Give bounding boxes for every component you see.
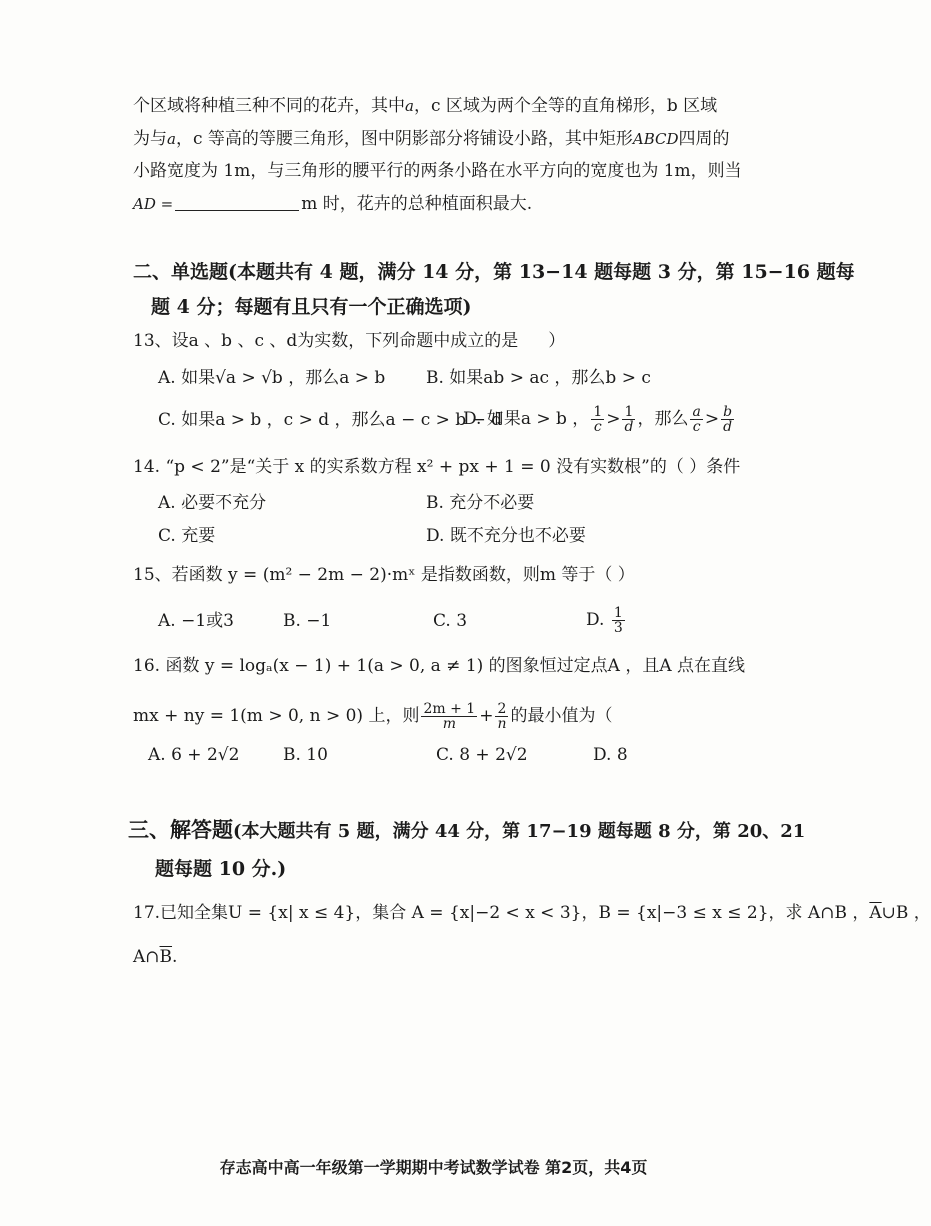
q16-stem-line2: mx + ny = 1(m > 0, n > 0) 上，则 $\frac{2m + 1}{m}$ + $\frac{2}{n}$ 的最小值为（ bbox=[133, 701, 613, 732]
q17-stem-line2: $A\cap\overline{B}$. bbox=[133, 947, 178, 967]
q14-option-a: A. 必要不充分 bbox=[158, 493, 267, 513]
q13-option-b: B. 如果ab > ac ，那么b > c bbox=[426, 368, 651, 388]
q13-option-c: C. 如果a > b ，c > d ，那么a − c > b − d bbox=[158, 410, 503, 430]
section2-heading: 二、单选题(本题共有 4 题，满分 14 分，第 13−14 题每题 3 分，第 15−16 题每 bbox=[133, 261, 855, 283]
q12-text-line2: 为与a，c 等高的等腰三角形，图中阴影部分将铺设小路，其中矩形ABCD四周的 bbox=[133, 129, 730, 149]
q15-option-c: C. 3 bbox=[433, 611, 468, 631]
q16-option-c: C. 8 + 2√2 bbox=[436, 745, 528, 765]
q14-option-c: C. 充要 bbox=[158, 526, 216, 546]
q15-option-a: A. −1或3 bbox=[158, 611, 234, 631]
q14-stem: 14. “p < 2”是“关于 x 的实系数方程 x² + px + 1 = 0 没有实数根”的（ ）条件 bbox=[133, 457, 741, 477]
q12-text-line4: AD = m 时，花卉的总种植面积最大. bbox=[133, 194, 533, 214]
section3-heading-line2: 题每题 10 分.) bbox=[155, 858, 287, 880]
q13-option-a: A. 如果√a > √b ，那么a > b bbox=[158, 368, 386, 388]
q12-text-line3: 小路宽度为 1m，与三角形的腰平行的两条小路在水平方向的宽度也为 1m，则当 bbox=[133, 161, 742, 181]
q17-stem: 17.已知全集U = {x| x ≤ 4}，集合 A = {x|−2 < x < 3}，B = {x|−3 ≤ x ≤ 2}，求 A∩B ，$\overline{A}\cup B$ ， bbox=[133, 903, 931, 923]
q16-option-d: D. 8 bbox=[593, 745, 628, 765]
section2-heading-line2: 题 4 分；每题有且只有一个正确选项) bbox=[151, 296, 472, 318]
q16-option-a: A. 6 + 2√2 bbox=[148, 745, 240, 765]
q15-option-d: D. $\frac{1}{3}$ bbox=[586, 605, 623, 636]
q14-option-d: D. 既不充分也不必要 bbox=[426, 526, 586, 546]
section3-heading: 三、解答题(本大题共有 5 题，满分 44 分，第 17−19 题每题 8 分，第 20、21 bbox=[128, 817, 806, 842]
q13-option-d: D. 如果a > b ， $\frac{1}{c}$ > $\frac{1}{d}$ ，那么 $\frac{a}{c}$ > $\frac{b}{d}$ bbox=[463, 404, 733, 435]
q13-stem: 13、设a 、b 、c 、d为实数，下列命题中成立的是 ） bbox=[133, 331, 566, 351]
q16-option-b: B. 10 bbox=[283, 745, 328, 765]
q15-option-b: B. −1 bbox=[283, 611, 332, 631]
q16-stem: 16. 函数 y = logₐ(x − 1) + 1(a > 0, a ≠ 1) 的图象恒过定点A ，且A 点在直线 bbox=[133, 656, 746, 676]
q14-option-b: B. 充分不必要 bbox=[426, 493, 535, 513]
q15-stem: 15、若函数 y = (m² − 2m − 2)·mˣ 是指数函数，则m 等于（ ） bbox=[133, 565, 635, 585]
q12-text-line1: 个区域将种植三种不同的花卉，其中a，c 区域为两个全等的直角梯形，b 区域 bbox=[133, 96, 718, 116]
answer-blank bbox=[175, 192, 299, 211]
page-footer: 存志高中高一年级第一学期期中考试数学试卷 第2页，共4页 bbox=[219, 1158, 648, 1177]
